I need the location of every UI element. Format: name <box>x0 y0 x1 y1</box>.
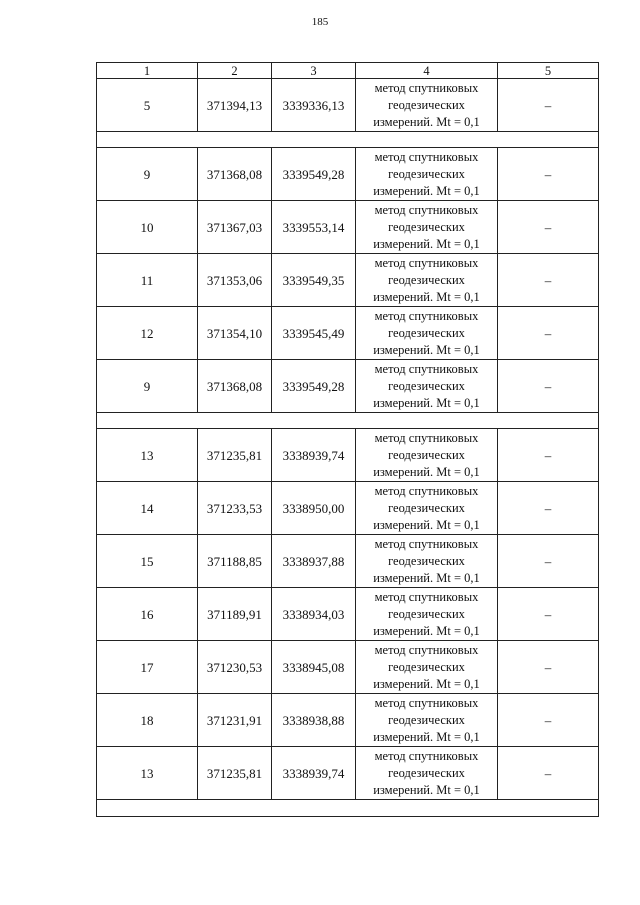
y-coordinate-cell: 3338939,74 <box>272 747 356 800</box>
y-coordinate-cell: 3338937,88 <box>272 535 356 588</box>
method-line: измерений. Mt = 0,1 <box>373 395 480 410</box>
method-line: измерений. Mt = 0,1 <box>373 517 480 532</box>
note-cell: – <box>498 429 599 482</box>
point-number-cell: 13 <box>97 747 198 800</box>
y-coordinate-cell: 3339553,14 <box>272 201 356 254</box>
x-coordinate-cell: 371368,08 <box>198 360 272 413</box>
method-line: измерений. Mt = 0,1 <box>373 289 480 304</box>
x-coordinate-cell: 371233,53 <box>198 482 272 535</box>
table-row <box>97 254 599 307</box>
method-line: геодезических <box>388 325 465 340</box>
x-coordinate-cell: 371394,13 <box>198 79 272 132</box>
point-number-cell: 10 <box>97 201 198 254</box>
table-row <box>97 747 599 800</box>
method-line: метод спутниковых <box>374 748 479 763</box>
table-row <box>97 641 599 694</box>
separator-cell <box>97 132 599 148</box>
note-cell: – <box>498 588 599 641</box>
method-cell <box>356 360 498 413</box>
method-line: метод спутниковых <box>374 149 479 164</box>
table-row <box>97 148 599 201</box>
method-line: измерений. Mt = 0,1 <box>373 782 480 797</box>
note-cell: – <box>498 535 599 588</box>
note-cell: – <box>498 148 599 201</box>
column-header-3: 3 <box>272 63 356 79</box>
group-separator-row <box>97 800 599 817</box>
separator-cell <box>97 413 599 429</box>
table-row <box>97 535 599 588</box>
column-header-4: 4 <box>356 63 498 79</box>
note-cell: – <box>498 79 599 132</box>
point-number-cell: 12 <box>97 307 198 360</box>
table-header-row <box>97 63 599 79</box>
point-number-cell: 15 <box>97 535 198 588</box>
method-line: метод спутниковых <box>374 80 479 95</box>
y-coordinate-cell: 3339549,35 <box>272 254 356 307</box>
method-cell <box>356 254 498 307</box>
y-coordinate-cell: 3339549,28 <box>272 148 356 201</box>
method-cell <box>356 535 498 588</box>
x-coordinate-cell: 371235,81 <box>198 429 272 482</box>
point-number-cell: 9 <box>97 360 198 413</box>
note-cell: – <box>498 694 599 747</box>
separator-cell <box>97 800 599 817</box>
method-cell <box>356 694 498 747</box>
method-line: геодезических <box>388 166 465 181</box>
method-line: метод спутниковых <box>374 361 479 376</box>
point-number-cell: 16 <box>97 588 198 641</box>
method-line: геодезических <box>388 219 465 234</box>
table-body <box>97 63 599 817</box>
method-line: метод спутниковых <box>374 430 479 445</box>
method-line: измерений. Mt = 0,1 <box>373 676 480 691</box>
x-coordinate-cell: 371230,53 <box>198 641 272 694</box>
point-number-cell: 14 <box>97 482 198 535</box>
method-line: геодезических <box>388 447 465 462</box>
method-line: метод спутниковых <box>374 695 479 710</box>
table-row <box>97 588 599 641</box>
method-line: геодезических <box>388 712 465 727</box>
point-number-cell: 11 <box>97 254 198 307</box>
method-line: геодезических <box>388 97 465 112</box>
point-number-cell: 13 <box>97 429 198 482</box>
note-cell: – <box>498 307 599 360</box>
x-coordinate-cell: 371188,85 <box>198 535 272 588</box>
table-row <box>97 307 599 360</box>
x-coordinate-cell: 371235,81 <box>198 747 272 800</box>
x-coordinate-cell: 371353,06 <box>198 254 272 307</box>
method-cell <box>356 148 498 201</box>
page-number: 185 <box>311 16 329 28</box>
group-separator-row <box>97 413 599 429</box>
method-line: геодезических <box>388 378 465 393</box>
method-cell <box>356 307 498 360</box>
y-coordinate-cell: 3339545,49 <box>272 307 356 360</box>
table-row <box>97 201 599 254</box>
point-number-cell: 17 <box>97 641 198 694</box>
note-cell: – <box>498 360 599 413</box>
method-line: метод спутниковых <box>374 483 479 498</box>
note-cell: – <box>498 482 599 535</box>
method-line: измерений. Mt = 0,1 <box>373 183 480 198</box>
method-cell <box>356 482 498 535</box>
table-row <box>97 482 599 535</box>
table-row <box>97 360 599 413</box>
method-line: геодезических <box>388 765 465 780</box>
point-number-cell: 18 <box>97 694 198 747</box>
method-line: метод спутниковых <box>374 589 479 604</box>
x-coordinate-cell: 371231,91 <box>198 694 272 747</box>
method-line: метод спутниковых <box>374 308 479 323</box>
method-line: метод спутниковых <box>374 202 479 217</box>
x-coordinate-cell: 371354,10 <box>198 307 272 360</box>
x-coordinate-cell: 371189,91 <box>198 588 272 641</box>
table-row <box>97 429 599 482</box>
method-cell <box>356 641 498 694</box>
column-header-1: 1 <box>97 63 198 79</box>
method-line: измерений. Mt = 0,1 <box>373 114 480 129</box>
y-coordinate-cell: 3338950,00 <box>272 482 356 535</box>
note-cell: – <box>498 641 599 694</box>
method-line: метод спутниковых <box>374 642 479 657</box>
method-cell <box>356 79 498 132</box>
method-line: геодезических <box>388 553 465 568</box>
method-cell <box>356 429 498 482</box>
method-line: измерений. Mt = 0,1 <box>373 342 480 357</box>
y-coordinate-cell: 3338945,08 <box>272 641 356 694</box>
method-line: геодезических <box>388 500 465 515</box>
method-cell <box>356 201 498 254</box>
method-line: геодезических <box>388 659 465 674</box>
note-cell: – <box>498 201 599 254</box>
column-header-5: 5 <box>498 63 599 79</box>
point-number-cell: 9 <box>97 148 198 201</box>
method-line: геодезических <box>388 606 465 621</box>
point-number-cell: 5 <box>97 79 198 132</box>
y-coordinate-cell: 3339336,13 <box>272 79 356 132</box>
note-cell: – <box>498 254 599 307</box>
table-row <box>97 694 599 747</box>
y-coordinate-cell: 3338934,03 <box>272 588 356 641</box>
method-line: измерений. Mt = 0,1 <box>373 570 480 585</box>
table-row <box>97 79 599 132</box>
method-line: метод спутниковых <box>374 536 479 551</box>
method-line: измерений. Mt = 0,1 <box>373 623 480 638</box>
method-cell <box>356 588 498 641</box>
method-line: геодезических <box>388 272 465 287</box>
method-line: измерений. Mt = 0,1 <box>373 236 480 251</box>
method-line: метод спутниковых <box>374 255 479 270</box>
y-coordinate-cell: 3338939,74 <box>272 429 356 482</box>
y-coordinate-cell: 3338938,88 <box>272 694 356 747</box>
x-coordinate-cell: 371368,08 <box>198 148 272 201</box>
x-coordinate-cell: 371367,03 <box>198 201 272 254</box>
column-header-2: 2 <box>198 63 272 79</box>
y-coordinate-cell: 3339549,28 <box>272 360 356 413</box>
method-line: измерений. Mt = 0,1 <box>373 729 480 744</box>
coordinates-table <box>96 62 599 817</box>
method-line: измерений. Mt = 0,1 <box>373 464 480 479</box>
note-cell: – <box>498 747 599 800</box>
method-cell <box>356 747 498 800</box>
group-separator-row <box>97 132 599 148</box>
